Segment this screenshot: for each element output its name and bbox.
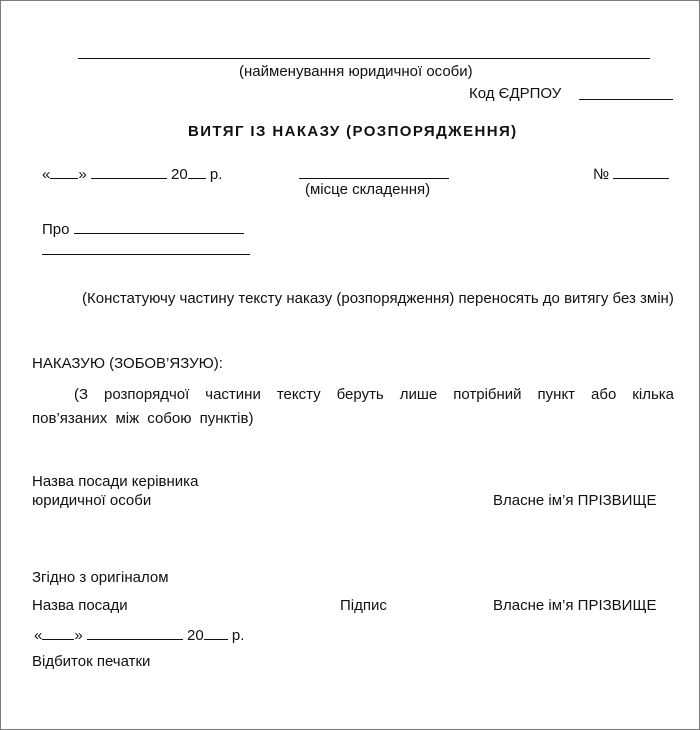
stamp-label: Відбиток печатки <box>32 653 151 670</box>
year-blank <box>188 164 206 179</box>
year-suffix: р. <box>209 166 223 183</box>
organization-name-caption: (найменування юридичної особи) <box>239 63 473 80</box>
order-heading: НАКАЗУЮ (ЗОБОВ’ЯЗУЮ): <box>32 355 223 372</box>
cert-month-blank <box>87 625 183 640</box>
certification-heading: Згідно з оригіналом <box>32 569 169 586</box>
certifier-signature: Підпис <box>340 597 387 614</box>
number-blank <box>613 164 669 179</box>
signer-name: Власне ім’я ПРІЗВИЩЕ <box>493 492 657 509</box>
cert-day-blank <box>42 625 74 640</box>
edrpou-field-line <box>579 99 673 100</box>
certifier-position: Назва посади <box>32 597 128 614</box>
signer-position-line1: Назва посади керівника <box>32 473 199 490</box>
day-blank <box>50 164 78 179</box>
place-line <box>299 178 449 179</box>
number-field <box>593 164 669 184</box>
date-quote-open: « <box>42 166 51 183</box>
subject-second-line <box>42 254 250 255</box>
place-caption: (місце складення) <box>305 181 431 198</box>
date-field <box>42 164 222 184</box>
cert-year-suffix: р. <box>231 627 245 644</box>
certification-date-field <box>34 625 244 645</box>
cert-date-quote-close: » <box>74 627 83 644</box>
edrpou-label: Код ЄДРПОУ <box>469 85 562 102</box>
subject-label: Про <box>42 221 70 238</box>
month-blank <box>91 164 167 179</box>
certifier-name: Власне ім’я ПРІЗВИЩЕ <box>493 597 657 614</box>
cert-year-blank <box>204 625 228 640</box>
year-prefix: 20 <box>171 166 188 183</box>
cert-date-quote-open: « <box>34 627 43 644</box>
date-quote-close: » <box>78 166 87 183</box>
signer-position-line2: юридичної особи <box>32 492 152 509</box>
subject-field <box>42 219 244 239</box>
organization-name-line <box>78 58 650 59</box>
statement-paragraph: (Констатуючу частину тексту наказу (розпорядження) переносять до витягу без змін) <box>82 290 674 307</box>
cert-year-prefix: 20 <box>187 627 204 644</box>
number-label: № <box>593 166 610 183</box>
order-note-paragraph: (З розпорядчої частини тексту беруть лише потрібний пункт або кілька пов’язаних між собою пунктів) <box>32 386 674 427</box>
document-title: ВИТЯГ ІЗ НАКАЗУ (РОЗПОРЯДЖЕННЯ) <box>188 123 518 140</box>
subject-blank <box>74 219 244 234</box>
